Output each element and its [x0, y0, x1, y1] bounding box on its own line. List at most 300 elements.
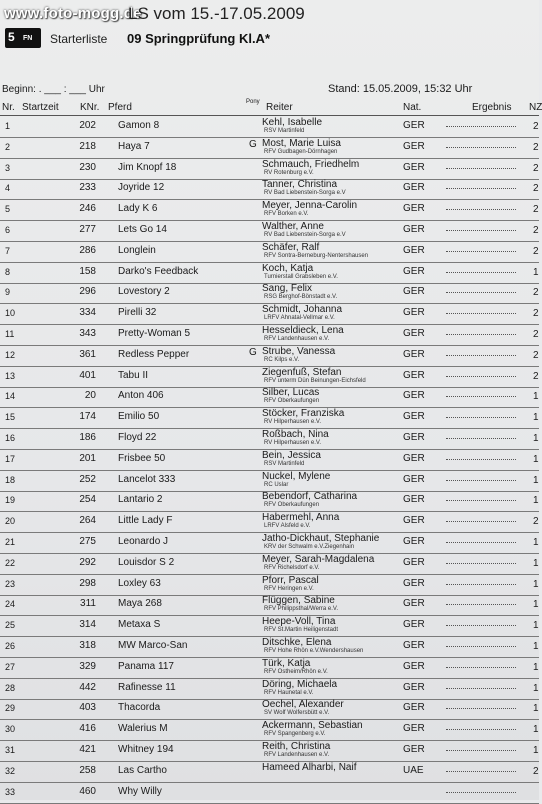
- row-knr: 318: [79, 640, 96, 651]
- header-startzeit: Startzeit: [22, 102, 59, 113]
- result-blank: [446, 479, 516, 481]
- table-row: [0, 263, 539, 284]
- row-rider: Schmidt, Johanna: [262, 304, 343, 316]
- row-club: RFV Spangenberg e.V.: [264, 731, 326, 738]
- row-nr: 27: [5, 661, 16, 672]
- row-nat: GER: [403, 307, 425, 319]
- table-row: [0, 783, 539, 804]
- row-nat: GER: [403, 203, 425, 215]
- row-nr: 14: [5, 391, 16, 402]
- row-nr: 24: [5, 599, 16, 610]
- row-rider: Heepe-Voll, Tina: [262, 616, 336, 628]
- row-knr: 416: [79, 723, 96, 735]
- row-knr: 186: [79, 432, 96, 443]
- row-nat: GER: [403, 182, 425, 194]
- header-reiter: Reiter: [266, 102, 293, 113]
- row-club: RC Kilps e.V.: [264, 356, 300, 363]
- row-nr: 30: [5, 724, 16, 735]
- table-row: [0, 138, 539, 159]
- row-club: RFV Hohe Rhön e.V.Wendershausen: [264, 648, 364, 654]
- row-club: RFV unterm Dün Beinungen-Eichsfeld: [264, 377, 366, 384]
- row-rider: Schmauch, Friedhelm: [262, 158, 360, 170]
- row-rider: Ackermann, Sebastian: [262, 720, 363, 732]
- row-nat: GER: [403, 640, 425, 651]
- table-row: [0, 616, 539, 637]
- header-pony: Pony: [246, 99, 260, 105]
- row-nr: 4: [5, 183, 11, 194]
- result-blank: [446, 312, 516, 314]
- result-blank: [446, 770, 516, 772]
- row-nz: 2: [533, 370, 539, 382]
- row-knr: 264: [79, 515, 96, 527]
- row-club: RFV Landenhausen e.V.: [264, 752, 330, 758]
- row-nz: 1: [533, 537, 539, 548]
- row-nz: 2: [533, 121, 539, 132]
- result-blank: [446, 167, 516, 169]
- row-nr: 22: [5, 557, 16, 568]
- row-rider: Stöcker, Franziska: [262, 408, 345, 420]
- row-club: RFV Ostheim/Rhön e.V.: [264, 668, 328, 675]
- result-blank: [446, 645, 516, 647]
- table-row: [0, 367, 539, 388]
- row-horse: Emilio 50: [118, 411, 160, 423]
- row-club: RSV Martinfeld: [264, 128, 305, 134]
- row-horse: Jim Knopf 18: [118, 161, 177, 173]
- row-nat: GER: [403, 244, 425, 256]
- row-horse: Pretty-Woman 5: [118, 328, 191, 339]
- table-row: [0, 533, 539, 554]
- row-nr: 5: [5, 204, 11, 215]
- result-blank: [446, 333, 516, 335]
- row-pony: G: [249, 346, 257, 358]
- row-nz: 2: [533, 245, 539, 257]
- row-nr: 19: [5, 495, 16, 506]
- row-nz: 1: [533, 724, 539, 736]
- row-nat: GER: [403, 536, 425, 547]
- table-row: [0, 595, 539, 616]
- row-nz: 1: [533, 391, 539, 403]
- row-knr: 311: [80, 598, 96, 610]
- row-nat: GER: [403, 723, 425, 735]
- table-row: [0, 658, 539, 679]
- row-nr: 26: [5, 641, 16, 651]
- competition-title: 09 Springprüfung Kl.A*: [127, 31, 270, 46]
- row-nz: 2: [533, 308, 539, 320]
- row-nr: 17: [5, 453, 16, 464]
- result-blank: [446, 125, 516, 127]
- result-blank: [446, 624, 516, 626]
- table-row: [0, 200, 539, 221]
- row-pony: G: [249, 138, 257, 150]
- table-row: [0, 242, 539, 263]
- row-club: RFV Borken e.V.: [264, 211, 309, 218]
- row-knr: 275: [79, 536, 96, 547]
- row-nr: 12: [5, 349, 16, 360]
- row-horse: Panama 117: [118, 660, 174, 672]
- row-rider: Walther, Anne: [262, 221, 324, 232]
- row-nz: 1: [533, 599, 539, 611]
- row-nz: 2: [533, 287, 539, 299]
- row-club: RC Uslar: [264, 481, 289, 488]
- row-nat: GER: [403, 681, 425, 693]
- begin-time: Beginn: . ___ : ___ Uhr: [2, 84, 105, 95]
- row-knr: 442: [79, 681, 96, 693]
- row-nat: GER: [403, 120, 425, 131]
- list-name: Starterliste: [50, 32, 108, 46]
- row-nz: 2: [533, 204, 539, 216]
- result-blank: [446, 583, 516, 585]
- row-nat: GER: [403, 286, 425, 298]
- row-rider: Türk, Katja: [262, 657, 311, 669]
- row-nr: 10: [5, 308, 16, 319]
- row-club: SV Wolf Wolfersbütt e.V.: [264, 710, 330, 717]
- row-rider: Döring, Michaela: [262, 678, 338, 690]
- result-blank: [446, 354, 516, 356]
- row-nz: 2: [533, 765, 539, 777]
- table-row: [0, 637, 539, 658]
- row-nat: GER: [403, 515, 425, 527]
- table-row: [0, 117, 539, 138]
- row-knr: 254: [79, 494, 96, 506]
- row-rider: Hesseldieck, Lena: [262, 325, 344, 336]
- row-nat: GER: [403, 390, 425, 402]
- header-nz: NZ: [529, 102, 542, 113]
- result-blank: [446, 687, 516, 689]
- result-blank: [446, 250, 516, 252]
- row-rider: Jatho-Dickhaut, Stephanie: [262, 533, 380, 544]
- row-knr: 298: [79, 577, 96, 589]
- row-knr: 361: [79, 348, 96, 360]
- row-horse: Redless Pepper: [118, 348, 190, 360]
- table-row: [0, 554, 539, 575]
- row-nr: 16: [5, 433, 16, 443]
- row-rider: Meyer, Sarah-Magdalena: [262, 553, 375, 565]
- row-nz: 1: [533, 641, 539, 652]
- row-rider: Hameed Alharbi, Naif: [262, 761, 357, 773]
- row-nz: 1: [533, 474, 539, 486]
- row-club: RFV Sontra-Berneburg-Nentershausen: [264, 252, 369, 259]
- row-rider: Reith, Christina: [262, 741, 331, 752]
- row-club: RV Rotenburg e.V.: [264, 169, 314, 176]
- row-nz: 2: [533, 349, 539, 361]
- row-nz: 1: [533, 557, 539, 569]
- row-horse: Metaxa S: [118, 619, 161, 631]
- row-nr: 20: [5, 516, 16, 527]
- table-row: [0, 720, 539, 741]
- row-rider: Koch, Katja: [262, 262, 314, 274]
- row-club: RV Hilperhausen e.V.: [264, 419, 322, 426]
- row-horse: Tabu II: [118, 369, 149, 381]
- table-row: [0, 699, 539, 720]
- row-nr: 13: [5, 370, 16, 381]
- row-horse: Maya 268: [118, 598, 162, 610]
- header-nat: Nat.: [403, 102, 422, 113]
- fn-logo-icon: 5 FN: [5, 28, 41, 48]
- row-nz: 2: [533, 141, 539, 153]
- row-rider: Schäfer, Ralf: [262, 241, 320, 253]
- row-horse: Haya 7: [118, 140, 150, 152]
- row-knr: 286: [79, 244, 96, 256]
- row-nr: 7: [5, 245, 11, 256]
- row-knr: 201: [79, 452, 96, 464]
- event-title: LS vom 15.-17.05.2009: [128, 4, 305, 23]
- result-blank: [446, 749, 516, 751]
- row-rider: Bein, Jessica: [262, 449, 321, 461]
- row-knr: 296: [79, 286, 96, 298]
- result-blank: [446, 395, 516, 397]
- row-knr: 292: [79, 556, 96, 568]
- row-knr: 158: [79, 265, 96, 277]
- table-row: [0, 429, 539, 450]
- row-horse: Whitney 194: [118, 744, 174, 755]
- row-nr: 29: [5, 703, 16, 714]
- table-row: [0, 283, 539, 304]
- row-rider: Sang, Felix: [262, 283, 313, 295]
- row-nr: 3: [5, 162, 11, 173]
- result-blank: [446, 375, 516, 377]
- row-nr: 28: [5, 682, 16, 693]
- row-nr: 33: [5, 786, 16, 797]
- table-row: [0, 346, 539, 367]
- result-blank: [446, 146, 516, 148]
- row-horse: Las Cartho: [118, 764, 167, 776]
- row-knr: 233: [79, 182, 96, 194]
- row-horse: Pirelli 32: [118, 307, 157, 319]
- row-knr: 174: [79, 411, 96, 423]
- row-knr: 202: [79, 120, 96, 131]
- row-rider: Silber, Lucas: [262, 387, 320, 399]
- table-row: [0, 387, 539, 408]
- row-nz: 2: [533, 162, 539, 174]
- row-horse: Joyride 12: [118, 182, 165, 194]
- table-row: [0, 762, 539, 783]
- row-nz: 1: [533, 412, 539, 424]
- row-knr: 258: [79, 764, 96, 776]
- header-knr: KNr.: [80, 102, 100, 113]
- row-horse: MW Marco-San: [118, 640, 188, 651]
- row-nat: GER: [403, 494, 425, 506]
- row-nr: 25: [5, 620, 16, 631]
- table-row: [0, 491, 539, 512]
- row-horse: Floyd 22: [118, 432, 157, 443]
- table-row: [0, 304, 539, 325]
- row-nat: GER: [403, 660, 425, 672]
- row-horse: Leonardo J: [118, 536, 169, 547]
- row-club: RFV Heringen e.V.: [264, 585, 314, 592]
- row-club: RFV St.Martin Heiligenstadt: [264, 627, 339, 634]
- row-nz: 1: [533, 266, 539, 278]
- row-club: RFV Landenhausen e.V.: [264, 336, 330, 342]
- row-horse: Walerius M: [118, 723, 168, 735]
- row-club: Turnierstall Grabsleben e.V.: [264, 273, 338, 280]
- row-nat: GER: [403, 556, 425, 568]
- status-timestamp: Stand: 15.05.2009, 15:32 Uhr: [328, 83, 473, 95]
- table-row: [0, 741, 539, 762]
- row-nz: 1: [533, 703, 539, 715]
- row-club: RV Hilperhausen e.V.: [264, 440, 322, 446]
- table-row: [0, 450, 539, 471]
- result-blank: [446, 437, 516, 439]
- row-horse: Loxley 63: [118, 577, 161, 589]
- row-nr: 21: [5, 537, 16, 547]
- row-nr: 8: [5, 266, 11, 277]
- result-blank: [446, 458, 516, 460]
- row-horse: Rafinesse 11: [118, 681, 176, 693]
- row-club: RFV Oberkaufungen: [264, 398, 320, 405]
- row-horse: Lovestory 2: [118, 286, 170, 298]
- row-nr: 1: [5, 121, 11, 131]
- row-nz: 1: [533, 433, 539, 444]
- row-horse: Frisbee 50: [118, 452, 166, 464]
- result-blank: [446, 728, 516, 730]
- row-nat: GER: [403, 265, 425, 277]
- row-knr: 343: [79, 328, 96, 339]
- result-blank: [446, 520, 516, 522]
- row-horse: Why Willy: [118, 785, 162, 797]
- row-nat: GER: [403, 577, 425, 589]
- row-nat: GER: [403, 744, 425, 755]
- row-club: RFV Haunetal e.V.: [264, 689, 314, 696]
- row-nz: 1: [533, 682, 539, 694]
- row-knr: 421: [79, 744, 96, 755]
- result-blank: [446, 499, 516, 501]
- row-knr: 401: [79, 369, 96, 381]
- row-nz: 1: [533, 620, 539, 632]
- result-blank: [446, 707, 516, 709]
- row-nat: GER: [403, 411, 425, 423]
- row-nr: 11: [5, 329, 15, 339]
- row-club: RV Bad Liebenstein-Sorga e.V: [264, 232, 346, 238]
- row-nat: GER: [403, 702, 425, 714]
- row-knr: 246: [79, 203, 96, 215]
- row-horse: Louisdor S 2: [118, 556, 175, 568]
- row-nat: GER: [403, 161, 425, 173]
- table-row: [0, 512, 539, 533]
- row-rider: Ziegenfuß, Stefan: [262, 366, 342, 378]
- header-nr: Nr.: [2, 102, 15, 113]
- row-rider: Tanner, Christina: [262, 179, 338, 191]
- row-nz: 1: [533, 745, 539, 756]
- row-nat: GER: [403, 619, 425, 631]
- row-knr: 314: [79, 619, 96, 631]
- row-divider: [0, 803, 539, 804]
- result-blank: [446, 791, 516, 793]
- row-rider: Flüggen, Sabine: [262, 595, 335, 607]
- row-club: RSV Martinfeld: [264, 460, 305, 467]
- row-nz: 1: [533, 661, 539, 673]
- row-knr: 218: [79, 140, 96, 152]
- result-blank: [446, 271, 516, 273]
- row-club: RV Bad Liebenstein-Sorga e.V: [264, 190, 346, 197]
- row-rider: Most, Marie Luisa: [262, 137, 341, 149]
- row-club: RFV Philippsthal/Werra e.V.: [264, 606, 339, 613]
- row-club: KRV der Schwalm e.V.Ziegenhain: [264, 544, 355, 550]
- row-knr: 460: [79, 785, 96, 797]
- row-rider: Nuckel, Mylene: [262, 470, 331, 482]
- row-knr: 403: [79, 702, 96, 714]
- table-row: [0, 221, 539, 242]
- row-nat: GER: [403, 140, 425, 152]
- row-rider: Ditschke, Elena: [262, 637, 332, 648]
- result-blank: [446, 187, 516, 189]
- row-nat: GER: [403, 369, 425, 381]
- row-rider: Pforr, Pascal: [262, 574, 319, 586]
- row-nr: 32: [5, 765, 16, 776]
- table-row: [0, 325, 539, 346]
- table-row: [0, 179, 539, 200]
- header-divider: [0, 115, 539, 116]
- row-nz: 1: [533, 453, 539, 465]
- result-blank: [446, 229, 516, 231]
- row-horse: Lantario 2: [118, 494, 163, 506]
- row-horse: Thacorda: [118, 702, 161, 714]
- row-horse: Lady K 6: [118, 203, 158, 215]
- row-club: RSG Berghof-Bönstadt e.V.: [264, 294, 338, 301]
- row-knr: 334: [79, 307, 96, 319]
- row-nat: GER: [403, 224, 425, 235]
- header-pferd: Pferd: [108, 102, 132, 113]
- watermark-text: www.foto-mogg.de: [4, 5, 142, 22]
- table-row: [0, 408, 539, 429]
- row-nat: UAE: [403, 764, 424, 776]
- row-nr: 18: [5, 474, 16, 485]
- row-nat: GER: [403, 432, 425, 443]
- row-rider: Habermehl, Anna: [262, 512, 340, 524]
- row-nat: GER: [403, 328, 425, 339]
- row-horse: Gamon 8: [118, 120, 160, 131]
- row-nr: 9: [5, 287, 11, 298]
- table-row: [0, 159, 539, 180]
- table-row: [0, 471, 539, 492]
- result-blank: [446, 291, 516, 293]
- row-knr: 20: [84, 390, 96, 402]
- row-rider: Roßbach, Nina: [262, 429, 329, 440]
- header-ergebnis: Ergebnis: [472, 102, 512, 113]
- row-club: LRFV Alsfeld e.V.: [264, 523, 311, 530]
- row-nr: 23: [5, 578, 16, 589]
- row-knr: 277: [79, 224, 96, 235]
- row-nat: GER: [403, 598, 425, 610]
- row-horse: Anton 406: [118, 390, 164, 402]
- row-nz: 2: [533, 225, 539, 236]
- result-blank: [446, 603, 516, 605]
- row-horse: Lets Go 14: [118, 224, 167, 235]
- row-rider: Strube, Vanessa: [262, 345, 336, 357]
- row-horse: Lancelot 333: [118, 473, 176, 485]
- row-knr: 329: [79, 660, 96, 672]
- result-blank: [446, 541, 516, 543]
- row-horse: Darko's Feedback: [118, 265, 199, 277]
- row-horse: Longlein: [118, 244, 156, 256]
- row-rider: Bebendorf, Catharina: [262, 491, 358, 503]
- table-row: [0, 575, 539, 596]
- row-rider: Kehl, Isabelle: [262, 117, 323, 128]
- row-club: LRFV Ahnatal-Vellmar e.V.: [264, 315, 335, 322]
- row-club: RFV Gudbagen-Dörnhagen: [264, 148, 338, 155]
- row-nz: 2: [533, 329, 539, 340]
- result-blank: [446, 416, 516, 418]
- result-blank: [446, 562, 516, 564]
- result-blank: [446, 666, 516, 668]
- row-nr: 2: [5, 141, 11, 152]
- table-row: [0, 679, 539, 700]
- row-nz: 1: [533, 578, 539, 590]
- row-nr: 15: [5, 412, 16, 423]
- row-nr: 6: [5, 225, 11, 235]
- row-nat: GER: [403, 452, 425, 464]
- row-horse: Little Lady F: [118, 515, 173, 527]
- row-nr: 31: [5, 745, 16, 755]
